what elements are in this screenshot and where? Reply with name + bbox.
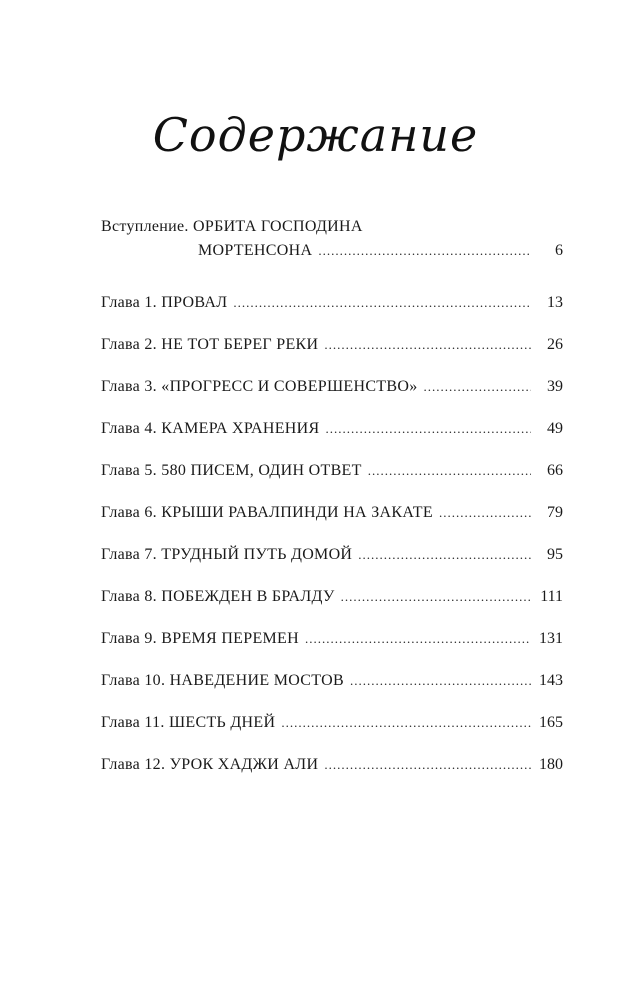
toc-entry xyxy=(101,672,563,714)
toc-entry-page: 131 xyxy=(539,630,563,647)
dot-leader xyxy=(439,505,531,521)
dot-leader xyxy=(305,631,531,647)
dot-leader xyxy=(424,379,531,395)
toc-entry-title: Глава 7. ТРУДНЫЙ ПУТЬ ДОМОЙ xyxy=(101,546,353,563)
toc-entry-title: Глава 5. 580 ПИСЕМ, ОДИН ОТВЕТ xyxy=(101,462,362,479)
toc-entry xyxy=(101,294,563,336)
toc-entry xyxy=(101,546,563,588)
toc-entry-page: 26 xyxy=(547,336,563,353)
toc-entry-page: 6 xyxy=(555,242,563,259)
toc-entry xyxy=(101,336,563,378)
toc-entry-title: Вступление. ОРБИТА ГОСПОДИНА xyxy=(101,218,363,235)
toc-entry-title: Глава 4. КАМЕРА ХРАНЕНИЯ xyxy=(101,420,320,437)
toc-entry xyxy=(101,462,563,504)
toc-entry xyxy=(101,630,563,672)
toc-entry-page: 66 xyxy=(547,462,563,479)
page-title: Содержание xyxy=(152,108,479,162)
toc-entry-page: 79 xyxy=(547,504,563,521)
toc-entry-page: 39 xyxy=(547,378,563,395)
toc-entry-title: Глава 6. КРЫШИ РАВАЛПИНДИ НА ЗАКАТЕ xyxy=(101,504,433,521)
toc-entry xyxy=(101,420,563,462)
toc-entry-title: Глава 11. ШЕСТЬ ДНЕЙ xyxy=(101,714,276,731)
toc-entry-title: Глава 1. ПРОВАЛ xyxy=(101,294,228,311)
dot-leader xyxy=(324,337,531,353)
toc-entry xyxy=(101,378,563,420)
toc-entry-title: Глава 3. «ПРОГРЕСС И СОВЕРШЕНСТВО» xyxy=(101,378,418,395)
dot-leader xyxy=(350,673,531,689)
toc-entry-page: 165 xyxy=(539,714,563,731)
dot-leader xyxy=(281,715,531,731)
toc-entry-page: 143 xyxy=(539,672,563,689)
dot-leader xyxy=(325,421,531,437)
toc-entry-page: 49 xyxy=(547,420,563,437)
toc-entry-title: Глава 12. УРОК ХАДЖИ АЛИ xyxy=(101,756,319,773)
toc-entry-page: 111 xyxy=(540,588,563,605)
toc-entry xyxy=(101,504,563,546)
dot-leader xyxy=(324,757,531,773)
dot-leader xyxy=(368,463,531,479)
toc-entry xyxy=(101,218,563,294)
dot-leader xyxy=(233,295,531,311)
toc-entry xyxy=(101,714,563,756)
toc-entry-page: 13 xyxy=(547,294,563,311)
toc-entry xyxy=(101,588,563,630)
toc-entry-page: 180 xyxy=(539,756,563,773)
dot-leader xyxy=(341,589,531,605)
toc-entry-title: Глава 9. ВРЕМЯ ПЕРЕМЕН xyxy=(101,630,299,647)
toc-entry-title: Глава 10. НАВЕДЕНИЕ МОСТОВ xyxy=(101,672,344,689)
toc-entry-title: Глава 2. НЕ ТОТ БЕРЕГ РЕКИ xyxy=(101,336,319,353)
dot-leader xyxy=(358,547,531,563)
toc-entry-title-continued: МОРТЕНСОНА xyxy=(198,242,313,259)
table-of-contents xyxy=(101,218,563,798)
dot-leader xyxy=(318,243,531,259)
toc-entry-page: 95 xyxy=(547,546,563,563)
toc-entry xyxy=(101,756,563,798)
toc-entry-title: Глава 8. ПОБЕЖДЕН В БРАЛДУ xyxy=(101,588,335,605)
